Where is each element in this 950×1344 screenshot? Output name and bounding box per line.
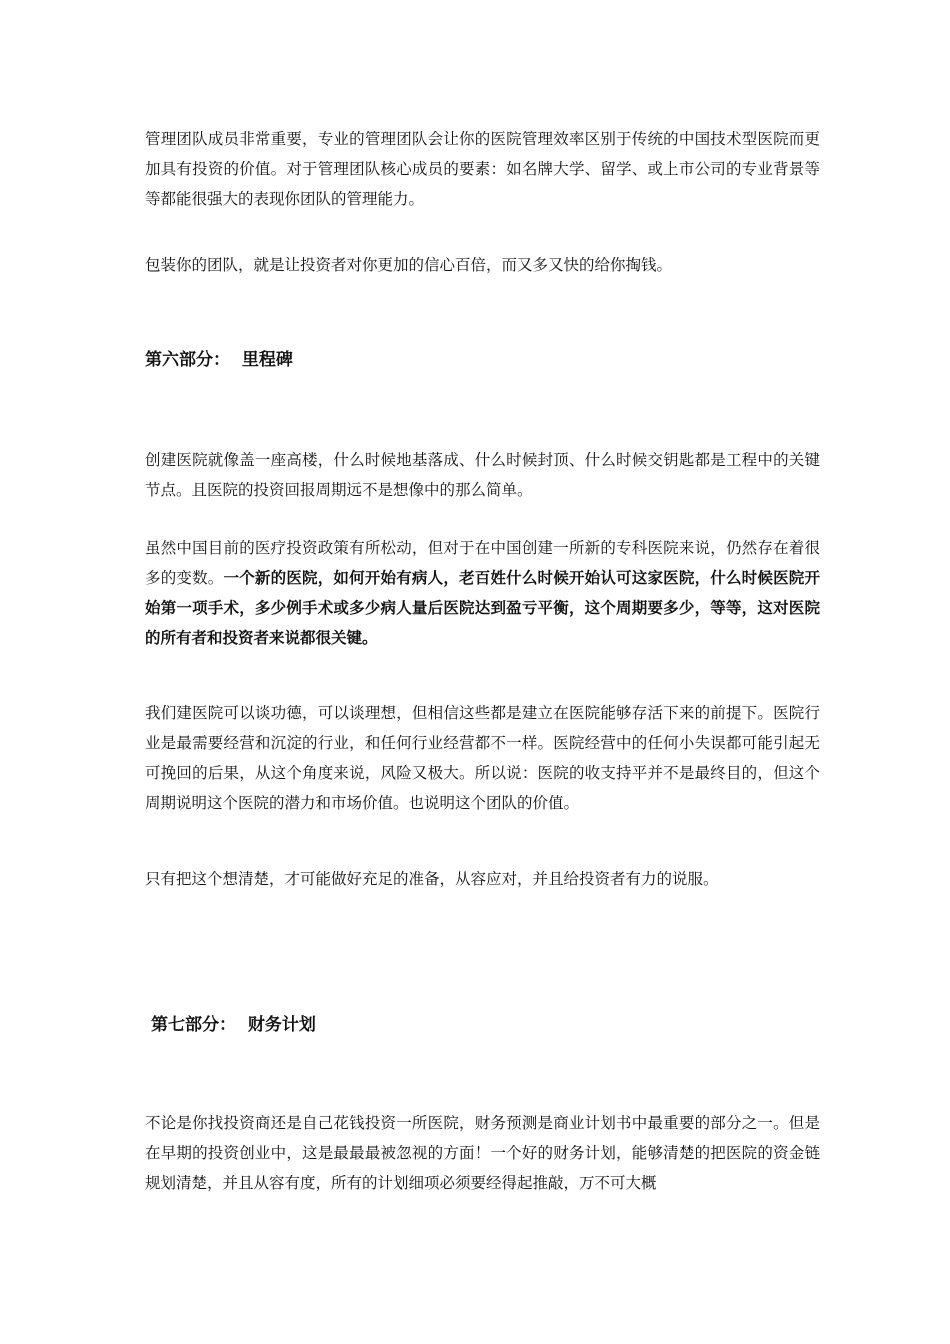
financial-plan-paragraph: 不论是你找投资商还是自己花钱投资一所医院，财务预测是商业计划书中最重要的部分之一。但是在早期的投资创业中，这是最最最被忽视的方面！一个好的财务计划，能够清楚的把医院的资金链规划清楚，并且从容有度，所有的计划细项必须要经得起推敲，万不可大概 <box>145 1114 820 1192</box>
milestone-conclusion-paragraph: 只有把这个想清楚，才可能做好充足的准备，从容应对，并且给投资者有力的说服。 <box>145 870 719 888</box>
milestone-intro-paragraph: 创建医院就像盖一座高楼，什么时候地基落成、什么时候封顶、什么时候交钥匙都是工程中的关键节点。且医院的投资回报周期远不是想像中的那么简单。 <box>145 451 820 499</box>
milestone-variables-paragraph <box>145 533 820 653</box>
section-six-heading: 第六部分： 里程碑 <box>145 350 293 370</box>
team-importance-paragraph: 管理团队成员非常重要，专业的管理团队会让你的医院管理效率区别于传统的中国技术型医院而更加具有投资的价值。对于管理团队核心成员的要素：如名牌大学、留学、或上市公司的专业背景等等都能很强大的表现你团队的管理能力。 <box>145 130 820 208</box>
hospital-operation-paragraph: 我们建医院可以谈功德，可以谈理想，但相信这些都是建立在医院能够存活下来的前提下。医院行业是最需要经营和沉淀的行业，和任何行业经营都不一样。医院经营中的任何小失误都可能引起无可挽回的后果，从这个角度来说，风险又极大。所以说：医院的收支持平并不是最终目的，但这个周期说明这个医院的潜力和市场价值。也说明这个团队的价值。 <box>145 704 820 812</box>
section-seven-heading: 第七部分： 财务计划 <box>151 1015 316 1035</box>
milestone-key-questions-bold: 一个新的医院，如何开始有病人，老百姓什么时候开始认可这家医院，什么时候医院开始第一项手术，多少例手术或多少病人量后医院达到盈亏平衡，这个周期要多少，等等，这对医院的所有者和投资者来说都很关键。 <box>145 568 820 647</box>
milestone-variables-text: 虽然中国目前的医疗投资政策有所松动，但对于在中国创建一所新的专科医院来说，仍然存在着很多的变数。 <box>145 539 820 587</box>
team-packaging-paragraph: 包装你的团队，就是让投资者对你更加的信心百倍，而又多又快的给你掏钱。 <box>145 256 673 274</box>
